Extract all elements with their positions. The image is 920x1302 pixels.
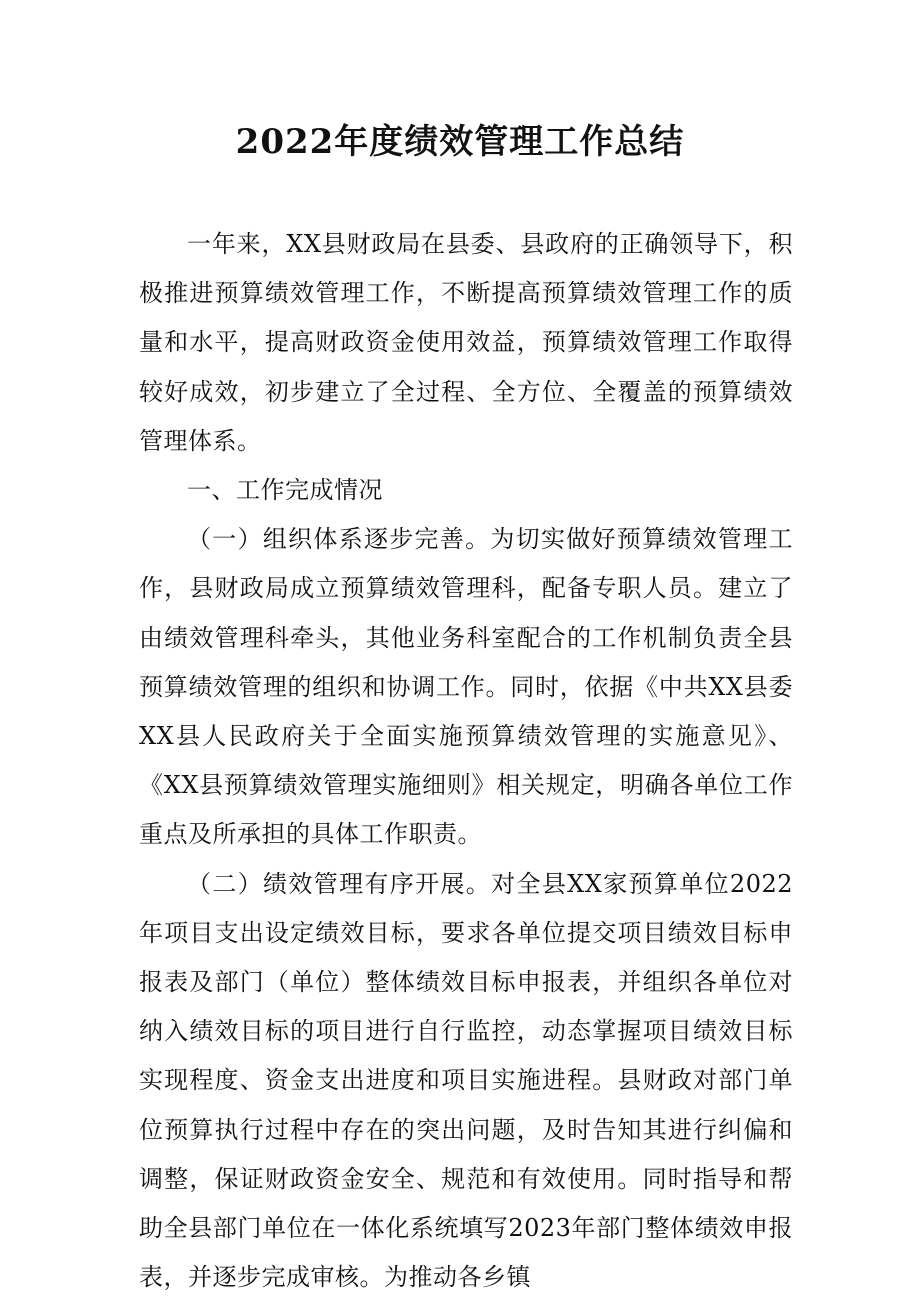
paragraph-performance-management: （二）绩效管理有序开展。对全县XX家预算单位2022年项目支出设定绩效目标，要求各单位提交项目绩效目标申报表及部门（单位）整体绩效目标申报表，并组织各单位对纳入绩效目标的项目进行自行监控，动态掌握项目绩效目标实现程度、资金支出进度和项目实施进程。县财政对部门单位预算执行过程中存在的突出问题，及时告知其进行纠偏和调整，保证财政资金安全、规范和有效使用。同时指导和帮助全县部门单位在一体化系统填写2023年部门整体绩效申报表，并逐步完成审核。为推动各乡镇 xyxy=(139,869,793,1292)
document-body xyxy=(139,220,793,1302)
document-title: 2022年度绩效管理工作总结 xyxy=(235,122,685,162)
section-heading-work-completion: 一、工作完成情况 xyxy=(187,476,383,505)
paragraph-organization-system: （一）组织体系逐步完善。为切实做好预算绩效管理工作，县财政局成立预算绩效管理科，配备专职人员。建立了由绩效管理科牵头，其他业务科室配合的工作机制负责全县预算绩效管理的组织和协调工作。同时，依据《中共XX县委XX县人民政府关于全面实施预算绩效管理的实施意见》、《XX县预算绩效管理实施细则》相关规定，明确各单位工作重点及所承担的具体工作职责。 xyxy=(139,525,793,849)
intro-paragraph: 一年来，XX县财政局在县委、县政府的正确领导下，积极推进预算绩效管理工作，不断提高预算绩效管理工作的质量和水平，提高财政资金使用效益，预算绩效管理工作取得较好成效，初步建立了全过程、全方位、全覆盖的预算绩效管理体系。 xyxy=(139,230,793,455)
